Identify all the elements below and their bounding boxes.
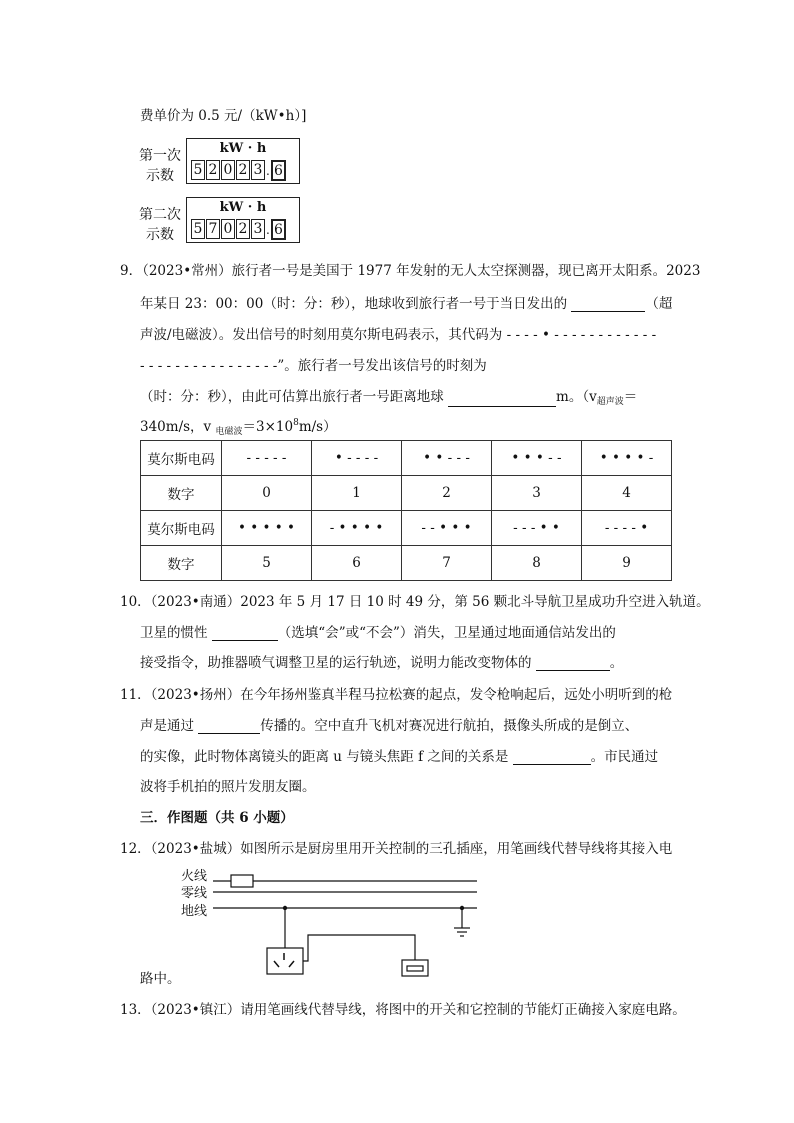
q9-line5-unit: m。（v bbox=[556, 389, 597, 405]
table-cell: • • • • - bbox=[582, 441, 672, 476]
q10-line2-text: 卫星的惯性 bbox=[140, 625, 212, 641]
table-cell: - - - • • bbox=[492, 511, 582, 546]
table-cell: 8 bbox=[492, 546, 582, 581]
q9-line5 bbox=[140, 385, 637, 407]
price-note: 费单价为 0.5 元/（kW•h）] bbox=[140, 108, 307, 124]
q11-line4: 波将手机拍的照片发朋友圈。 bbox=[140, 779, 316, 795]
q9-line1: 9．（2023•常州）旅行者一号是美国于 1977 年发射的无人太空探测器，现已离开太阳系。2023 bbox=[120, 263, 701, 279]
table-cell: 4 bbox=[582, 476, 672, 511]
table-cell: 9 bbox=[582, 546, 672, 581]
three-hole-socket-icon bbox=[267, 948, 303, 974]
q9-line6-unit: m/s） bbox=[298, 419, 337, 435]
q9-line4: - - - - - - - - - - - - - - - -”。旅行者一号发出该信号的时刻为 bbox=[140, 358, 487, 374]
meter-2-label-line1: 第二次 bbox=[139, 207, 181, 223]
table-cell: - - - - - bbox=[222, 441, 312, 476]
q12-line1: 12．（2023•盐城）如图所示是厨房里用开关控制的三孔插座，用笔画线代替导线将其接入电 bbox=[120, 841, 673, 857]
wire-label-live: 火线 bbox=[181, 869, 208, 884]
table-cell: - - - - • bbox=[582, 511, 672, 546]
fuse-icon bbox=[231, 875, 253, 887]
table-row bbox=[141, 546, 672, 581]
q10-blank-2[interactable] bbox=[536, 656, 610, 671]
q9-line6 bbox=[140, 415, 337, 437]
table-cell: • - - - - bbox=[312, 441, 402, 476]
section-heading: 三．作图题（共 6 小题） bbox=[140, 810, 294, 826]
q10-line3-tail: 。 bbox=[609, 655, 624, 671]
q12-line-end: 路中。 bbox=[140, 971, 181, 987]
table-cell: 2 bbox=[402, 476, 492, 511]
q9-line6-text: 340m/s，v bbox=[140, 419, 216, 435]
table-header-cell: 数字 bbox=[141, 476, 222, 511]
q11-blank-1[interactable] bbox=[198, 719, 260, 734]
table-cell: 7 bbox=[402, 546, 492, 581]
q9-line2 bbox=[140, 292, 672, 312]
q11-line3-tail: 。市民通过 bbox=[590, 749, 659, 765]
table-cell: 6 bbox=[312, 546, 402, 581]
meter-1-label bbox=[136, 146, 184, 186]
q11-blank-2[interactable] bbox=[513, 750, 591, 765]
q10-blank-1[interactable] bbox=[212, 626, 278, 641]
q9-blank-2[interactable] bbox=[448, 392, 556, 407]
q10-line3 bbox=[140, 651, 623, 671]
q9-exponent: 8 bbox=[293, 418, 299, 428]
table-cell: • • • • • bbox=[222, 511, 312, 546]
q11-line3-text: 的实像，此时物体离镜头的距离 u 与镜头焦距 f 之间的关系是 bbox=[140, 749, 513, 765]
table-cell: • • • - - bbox=[492, 441, 582, 476]
meter-2-decimal-point: . bbox=[266, 223, 270, 237]
wire-label-ground: 地线 bbox=[181, 904, 208, 919]
meter-2-digit: 2 bbox=[236, 219, 250, 239]
meter-1-decimal-digit: 6 bbox=[271, 160, 286, 181]
meter-1-label-line2: 示数 bbox=[146, 168, 174, 184]
q9-blank-1[interactable] bbox=[571, 297, 645, 312]
morse-code-table bbox=[140, 440, 672, 581]
table-cell: - • • • • bbox=[312, 511, 402, 546]
table-header-cell: 莫尔斯电码 bbox=[141, 511, 222, 546]
q10-line3-text: 接受指令，助推器喷气调整卫星的运行轨迹，说明力能改变物体的 bbox=[140, 655, 536, 671]
table-row bbox=[141, 511, 672, 546]
q9-line3: 声波/电磁波）。发出信号的时刻用莫尔斯电码表示，其代码为 - - - - • - - - - - - - - - - - - bbox=[140, 327, 657, 343]
meter-1-digit: 0 bbox=[221, 160, 235, 180]
table-row bbox=[141, 441, 672, 476]
circuit-diagram bbox=[175, 860, 485, 985]
meter-2-digit: 5 bbox=[191, 219, 205, 239]
wire-label-neutral: 零线 bbox=[181, 886, 208, 901]
q11-line2-tail: 传播的。空中直升飞机对赛况进行航拍，摄像头所成的是倒立、 bbox=[260, 718, 639, 734]
meter-1-digit: 5 bbox=[191, 160, 205, 180]
meter-1 bbox=[186, 138, 300, 184]
q9-line6-value: ＝3×10 bbox=[242, 419, 294, 435]
q11-line2-text: 声是通过 bbox=[140, 718, 199, 734]
q10-line2-tail: （选填“会”或“不会”）消失，卫星通过地面通信站发出的 bbox=[277, 625, 616, 641]
meter-1-digit: 3 bbox=[251, 160, 265, 180]
meter-2-label-line2: 示数 bbox=[146, 227, 174, 243]
meter-2-unit: kW · h bbox=[219, 200, 267, 215]
table-header-cell: 莫尔斯电码 bbox=[141, 441, 222, 476]
q11-line2 bbox=[140, 714, 638, 734]
q13-line1: 13．（2023•镇江）请用笔画线代替导线，将图中的开关和它控制的节能灯正确接入家庭电路。 bbox=[120, 1002, 686, 1018]
table-cell: • • - - - bbox=[402, 441, 492, 476]
q9-subscript-ultrasound: 超声波 bbox=[596, 397, 624, 407]
q9-equals: ＝ bbox=[623, 389, 638, 405]
q10-line1: 10．（2023•南通）2023 年 5 月 17 日 10 时 49 分，第 56 颗北斗导航卫星成功升空进入轨道。 bbox=[120, 594, 710, 610]
meter-2-label bbox=[136, 205, 184, 245]
meter-1-digit: 2 bbox=[206, 160, 220, 180]
table-cell: - - • • • bbox=[402, 511, 492, 546]
socket-to-switch-wire bbox=[303, 935, 415, 961]
q9-line2-text: 年某日 23：00：00（时：分：秒），地球收到旅行者一号于当日发出的 bbox=[140, 296, 572, 312]
meter-1-digit: 2 bbox=[236, 160, 250, 180]
q9-subscript-em: 电磁波 bbox=[215, 427, 243, 437]
q9-line2-tail: （超 bbox=[645, 296, 673, 312]
meter-1-label-line1: 第一次 bbox=[139, 148, 181, 164]
q10-line2 bbox=[140, 621, 616, 641]
meter-2-digit: 0 bbox=[221, 219, 235, 239]
q11-line1: 11．（2023•扬州）在今年扬州鉴真半程马拉松赛的起点，发令枪响起后，远处小明听到的枪 bbox=[120, 687, 673, 703]
table-row bbox=[141, 476, 672, 511]
meter-2-digit: 3 bbox=[251, 219, 265, 239]
q11-line3 bbox=[140, 745, 658, 765]
table-cell: 1 bbox=[312, 476, 402, 511]
meter-1-decimal-point: . bbox=[266, 164, 270, 178]
meter-1-unit: kW · h bbox=[219, 141, 267, 156]
q9-line5-text: （时：分：秒），由此可估算出旅行者一号距离地球 bbox=[140, 389, 449, 405]
switch-icon bbox=[402, 960, 428, 976]
meter-2-decimal-digit: 6 bbox=[271, 219, 286, 240]
table-cell: 5 bbox=[222, 546, 312, 581]
meter-2-digit: 7 bbox=[206, 219, 220, 239]
meter-2 bbox=[186, 197, 300, 243]
table-cell: 3 bbox=[492, 476, 582, 511]
table-header-cell: 数字 bbox=[141, 546, 222, 581]
table-cell: 0 bbox=[222, 476, 312, 511]
